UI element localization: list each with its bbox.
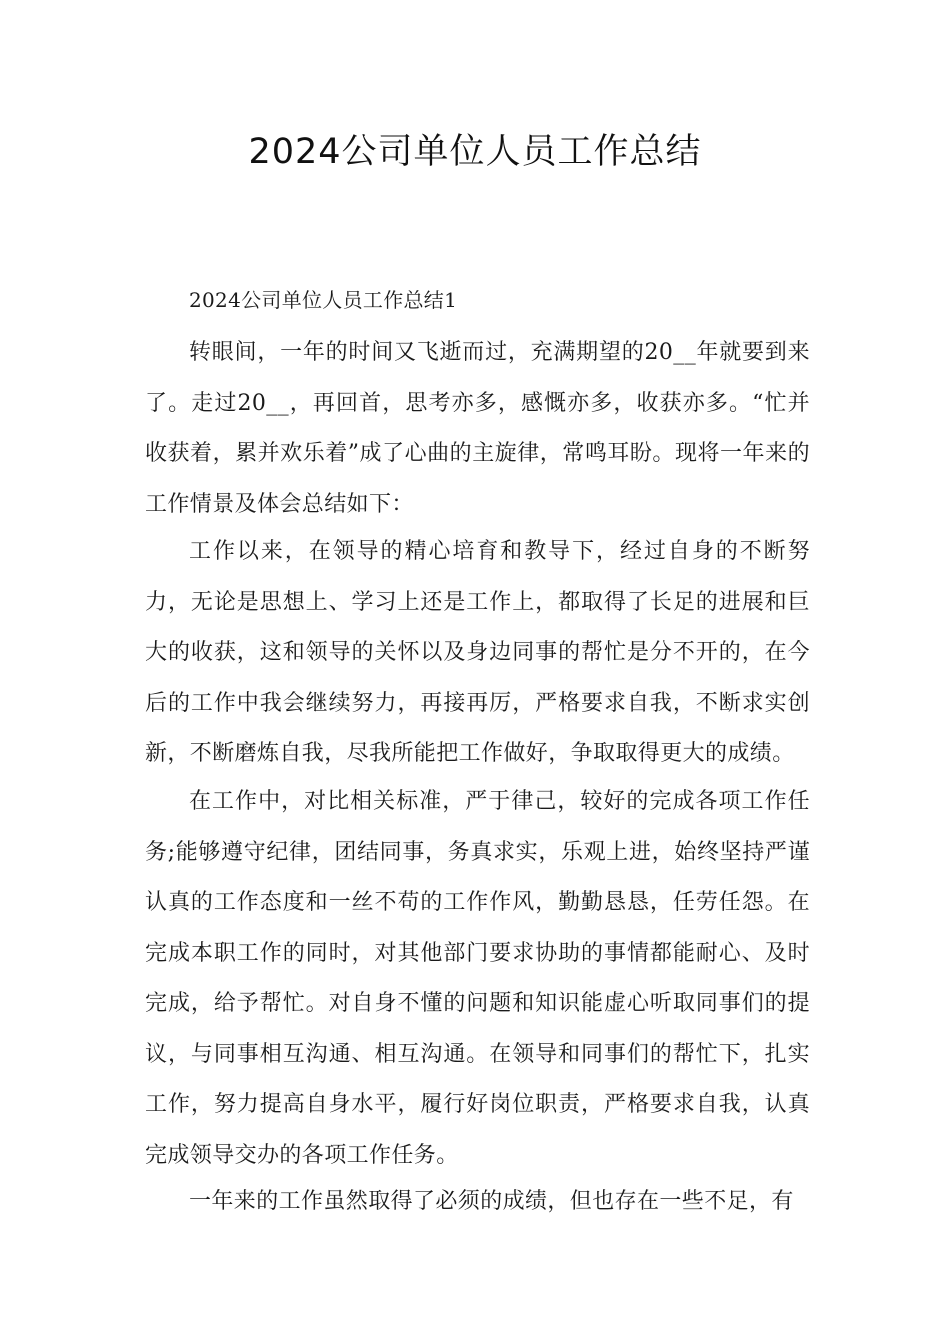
paragraph-1: 转眼间，一年的时间又飞逝而过，充满期望的20__年就要到来了。走过20__，再回首，思考亦多，感慨亦多，收获亦多。“忙并收获着，累并欢乐着”成了心曲的主旋律，常鸣耳盼。现将一年来的工作情景及体会总结如下：: [145, 340, 810, 517]
section-heading: 2024公司单位人员工作总结1: [189, 288, 458, 312]
paragraph-4: 一年来的工作虽然取得了必须的成绩，但也存在一些不足，有: [189, 1189, 794, 1214]
document-title: 2024公司单位人员工作总结: [248, 132, 702, 172]
paragraph-2: 工作以来，在领导的精心培育和教导下，经过自身的不断努力，无论是思想上、学习上还是工作上，都取得了长足的进展和巨大的收获，这和领导的关怀以及身边同事的帮忙是分不开的，在今后的工作中我会继续努力，再接再厉，严格要求自我，不断求实创新，不断磨炼自我，尽我所能把工作做好，争取取得更大的成绩。: [145, 539, 810, 766]
paragraph-3: 在工作中，对比相关标准，严于律己，较好的完成各项工作任务;能够遵守纪律，团结同事，务真求实，乐观上进，始终坚持严谨认真的工作态度和一丝不苟的工作作风，勤勤恳恳，任劳任怨。在完成本职工作的同时，对其他部门要求协助的事情都能耐心、及时完成，给予帮忙。对自身不懂的问题和知识能虚心听取同事们的提议，与同事相互沟通、相互沟通。在领导和同事们的帮忙下，扎实工作，努力提高自身水平，履行好岗位职责，严格要求自我，认真完成领导交办的各项工作任务。: [145, 789, 810, 1168]
